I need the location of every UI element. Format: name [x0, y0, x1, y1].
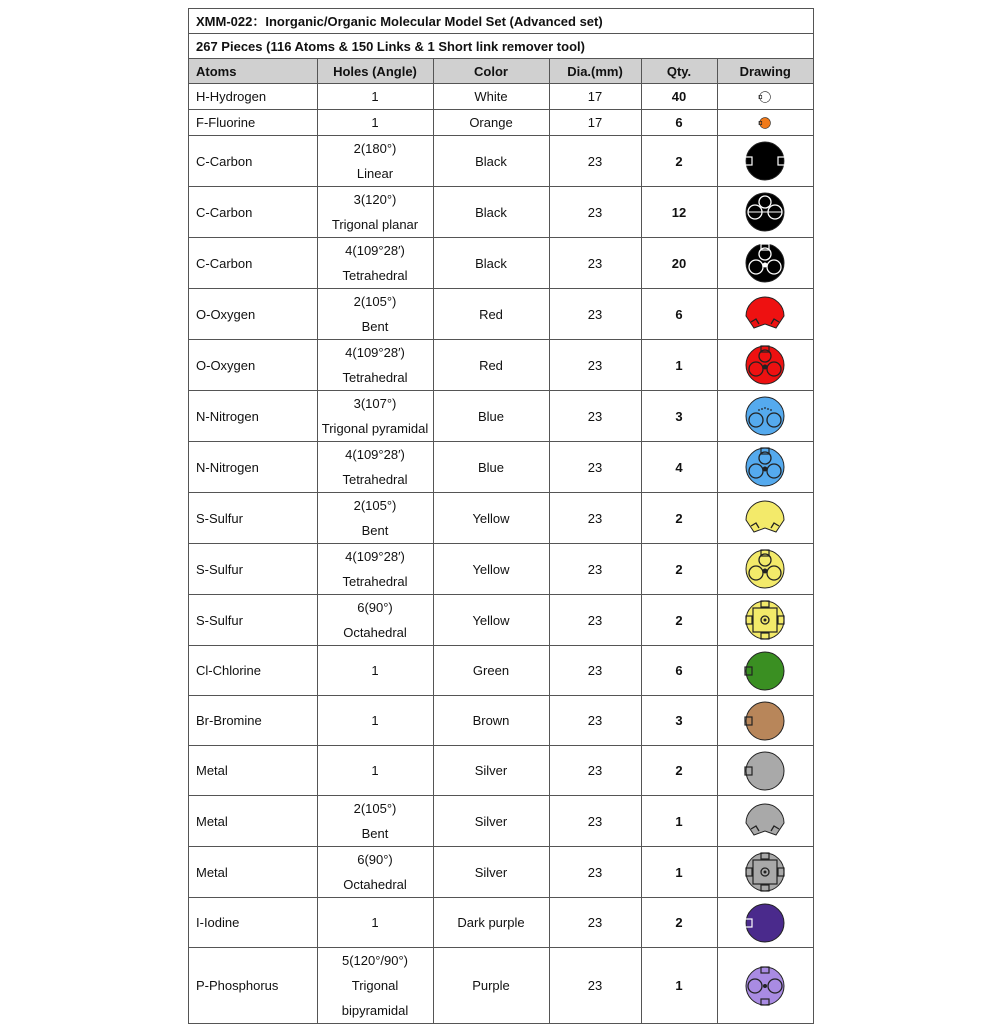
holes-angle-cell [317, 84, 433, 110]
holes-angle-cell [317, 289, 433, 340]
atom-name-cell: F-Fluorine [189, 110, 317, 136]
holes-angle-value: 2(105°) [353, 294, 397, 309]
diameter-cell: 23 [549, 646, 641, 696]
holes-angle-cell [317, 746, 433, 796]
table-row [189, 595, 813, 646]
qty-cell: 1 [641, 340, 717, 391]
drawing-cell [717, 289, 813, 340]
atom-name-cell: Cl-Chlorine [189, 646, 317, 696]
table-row [189, 340, 813, 391]
drawing-cell [717, 238, 813, 289]
qty-cell: 2 [641, 136, 717, 187]
header-row [189, 59, 813, 84]
carbon-linear-atom-icon [743, 139, 787, 183]
holes-angle-cell [317, 493, 433, 544]
geometry-label: Tetrahedral [342, 268, 408, 283]
holes-angle-value: 2(180°) [353, 141, 397, 156]
holes-angle-cell [317, 442, 433, 493]
nitrogen-tetrahedral-atom-icon [743, 445, 787, 489]
drawing-cell [717, 948, 813, 1024]
diameter-cell: 23 [549, 746, 641, 796]
diameter-cell: 23 [549, 544, 641, 595]
holes-angle-cell [317, 847, 433, 898]
table-row [189, 110, 813, 136]
atom-name-cell: H-Hydrogen [189, 84, 317, 110]
header-color: Color [433, 59, 549, 84]
color-cell: Black [433, 187, 549, 238]
qty-cell: 1 [641, 796, 717, 847]
holes-angle-value: 4(109°28′) [345, 345, 405, 360]
holes-angle-cell [317, 136, 433, 187]
geometry-label: Bent [361, 523, 389, 538]
table-row [189, 646, 813, 696]
atom-name-cell: S-Sulfur [189, 544, 317, 595]
color-cell: Silver [433, 847, 549, 898]
diameter-cell: 23 [549, 442, 641, 493]
atom-name-cell: N-Nitrogen [189, 442, 317, 493]
qty-cell: 6 [641, 289, 717, 340]
drawing-cell [717, 442, 813, 493]
holes-angle-value: 2(105°) [353, 498, 397, 513]
fluorine-atom-icon [753, 111, 777, 135]
qty-cell: 20 [641, 238, 717, 289]
holes-angle-cell [317, 110, 433, 136]
diameter-cell: 23 [549, 847, 641, 898]
atom-name-cell: C-Carbon [189, 187, 317, 238]
qty-cell: 12 [641, 187, 717, 238]
atom-name-cell: Metal [189, 847, 317, 898]
drawing-cell [717, 847, 813, 898]
holes-angle-value: 3(107°) [353, 396, 397, 411]
table-row [189, 948, 813, 1024]
atom-name-cell: Metal [189, 796, 317, 847]
holes-angle-value: 1 [371, 763, 379, 778]
drawing-cell [717, 110, 813, 136]
holes-angle-cell [317, 898, 433, 948]
atom-name-cell: C-Carbon [189, 136, 317, 187]
color-cell: Red [433, 289, 549, 340]
drawing-cell [717, 595, 813, 646]
atom-name-cell: S-Sulfur [189, 595, 317, 646]
qty-cell: 2 [641, 898, 717, 948]
metal-octahedral-atom-icon [743, 850, 787, 894]
diameter-cell: 23 [549, 898, 641, 948]
diameter-cell: 23 [549, 595, 641, 646]
oxygen-bent-atom-icon [743, 292, 787, 336]
holes-angle-cell [317, 238, 433, 289]
header-qty: Qty. [641, 59, 717, 84]
color-cell: Orange [433, 110, 549, 136]
diameter-cell: 23 [549, 948, 641, 1024]
header-diameter: Dia.(mm) [549, 59, 641, 84]
diameter-cell: 23 [549, 238, 641, 289]
diameter-cell: 23 [549, 696, 641, 746]
atom-name-cell: Metal [189, 746, 317, 796]
geometry-label: Trigonal pyramidal [321, 421, 429, 436]
geometry-label: Bent [361, 319, 389, 334]
holes-angle-cell [317, 544, 433, 595]
sheet-title: XMM-022：Inorganic/Organic Molecular Model Set (Advanced set) [189, 9, 813, 34]
atom-name-cell: C-Carbon [189, 238, 317, 289]
holes-angle-cell [317, 187, 433, 238]
diameter-cell: 23 [549, 187, 641, 238]
geometry-label: Trigonal bipyramidal [341, 978, 409, 1018]
table-row [189, 391, 813, 442]
diameter-cell: 23 [549, 796, 641, 847]
qty-cell: 40 [641, 84, 717, 110]
qty-cell: 2 [641, 595, 717, 646]
carbon-trigonal-atom-icon [743, 190, 787, 234]
holes-angle-value: 3(120°) [353, 192, 397, 207]
holes-angle-cell [317, 391, 433, 442]
color-cell: Silver [433, 746, 549, 796]
atom-name-cell: N-Nitrogen [189, 391, 317, 442]
drawing-cell [717, 84, 813, 110]
drawing-cell [717, 646, 813, 696]
holes-angle-value: 1 [371, 89, 379, 104]
sheet-subtitle: 267 Pieces (116 Atoms & 150 Links & 1 Short link remover tool) [189, 34, 813, 59]
diameter-cell: 17 [549, 84, 641, 110]
nitrogen-pyramidal-atom-icon [743, 394, 787, 438]
table-row [189, 289, 813, 340]
color-cell: Green [433, 646, 549, 696]
holes-angle-value: 1 [371, 115, 379, 130]
header-holes: Holes (Angle) [317, 59, 433, 84]
qty-cell: 6 [641, 646, 717, 696]
holes-angle-cell [317, 595, 433, 646]
atom-name-cell: Br-Bromine [189, 696, 317, 746]
table-row [189, 187, 813, 238]
holes-angle-value: 6(90°) [357, 852, 393, 867]
iodine-atom-icon [743, 901, 787, 945]
atom-name-cell: O-Oxygen [189, 289, 317, 340]
header-drawing: Drawing [717, 59, 813, 84]
holes-angle-value: 1 [371, 663, 379, 678]
geometry-label: Tetrahedral [342, 574, 408, 589]
atom-name-cell: P-Phosphorus [189, 948, 317, 1024]
table-row [189, 746, 813, 796]
geometry-label: Octahedral [343, 877, 407, 892]
oxygen-tetrahedral-atom-icon [743, 343, 787, 387]
holes-angle-value: 1 [371, 713, 379, 728]
table-row [189, 544, 813, 595]
geometry-label: Trigonal planar [331, 217, 419, 232]
drawing-cell [717, 340, 813, 391]
bromine-atom-icon [743, 699, 787, 743]
holes-angle-cell [317, 340, 433, 391]
holes-angle-cell [317, 796, 433, 847]
geometry-label: Tetrahedral [342, 370, 408, 385]
qty-cell: 2 [641, 746, 717, 796]
color-cell: Red [433, 340, 549, 391]
holes-angle-cell [317, 696, 433, 746]
drawing-cell [717, 493, 813, 544]
atom-name-cell: I-Iodine [189, 898, 317, 948]
holes-angle-value: 5(120°/90°) [341, 953, 409, 968]
color-cell: Blue [433, 391, 549, 442]
drawing-cell [717, 391, 813, 442]
holes-angle-value: 4(109°28′) [345, 549, 405, 564]
qty-cell: 2 [641, 544, 717, 595]
table-row [189, 898, 813, 948]
metal-bent-atom-icon [743, 799, 787, 843]
table-row [189, 136, 813, 187]
diameter-cell: 17 [549, 110, 641, 136]
color-cell: Yellow [433, 493, 549, 544]
holes-angle-value: 4(109°28′) [345, 243, 405, 258]
geometry-label: Octahedral [343, 625, 407, 640]
drawing-cell [717, 796, 813, 847]
carbon-tetrahedral-atom-icon [743, 241, 787, 285]
header-atoms: Atoms [189, 59, 317, 84]
diameter-cell: 23 [549, 493, 641, 544]
metal-one-hole-atom-icon [743, 749, 787, 793]
qty-cell: 2 [641, 493, 717, 544]
table-row [189, 84, 813, 110]
hydrogen-atom-icon [753, 85, 777, 109]
color-cell: Yellow [433, 544, 549, 595]
diameter-cell: 23 [549, 136, 641, 187]
color-cell: Dark purple [433, 898, 549, 948]
drawing-cell [717, 136, 813, 187]
color-cell: Black [433, 238, 549, 289]
drawing-cell [717, 187, 813, 238]
color-cell: White [433, 84, 549, 110]
geometry-label: Tetrahedral [342, 472, 408, 487]
drawing-cell [717, 544, 813, 595]
diameter-cell: 23 [549, 340, 641, 391]
geometry-label: Linear [356, 166, 394, 181]
table-row [189, 493, 813, 544]
holes-angle-value: 4(109°28′) [345, 447, 405, 462]
atom-table [189, 59, 813, 1023]
color-cell: Purple [433, 948, 549, 1024]
holes-angle-cell [317, 646, 433, 696]
qty-cell: 3 [641, 391, 717, 442]
chlorine-atom-icon [743, 649, 787, 693]
atom-name-cell: S-Sulfur [189, 493, 317, 544]
color-cell: Black [433, 136, 549, 187]
drawing-cell [717, 696, 813, 746]
table-row [189, 796, 813, 847]
sulfur-bent-atom-icon [743, 496, 787, 540]
holes-angle-value: 6(90°) [357, 600, 393, 615]
qty-cell: 1 [641, 847, 717, 898]
atom-name-cell: O-Oxygen [189, 340, 317, 391]
color-cell: Silver [433, 796, 549, 847]
table-row [189, 847, 813, 898]
drawing-cell [717, 898, 813, 948]
holes-angle-value: 2(105°) [353, 801, 397, 816]
qty-cell: 6 [641, 110, 717, 136]
color-cell: Yellow [433, 595, 549, 646]
sulfur-tetrahedral-atom-icon [743, 547, 787, 591]
drawing-cell [717, 746, 813, 796]
diameter-cell: 23 [549, 391, 641, 442]
qty-cell: 4 [641, 442, 717, 493]
sulfur-octahedral-atom-icon [743, 598, 787, 642]
geometry-label: Bent [361, 826, 389, 841]
table-row [189, 442, 813, 493]
atom-spec-sheet [188, 8, 814, 1024]
diameter-cell: 23 [549, 289, 641, 340]
holes-angle-value: 1 [371, 915, 379, 930]
color-cell: Brown [433, 696, 549, 746]
qty-cell: 3 [641, 696, 717, 746]
table-row [189, 238, 813, 289]
qty-cell: 1 [641, 948, 717, 1024]
table-row [189, 696, 813, 746]
color-cell: Blue [433, 442, 549, 493]
holes-angle-cell [317, 948, 433, 1024]
